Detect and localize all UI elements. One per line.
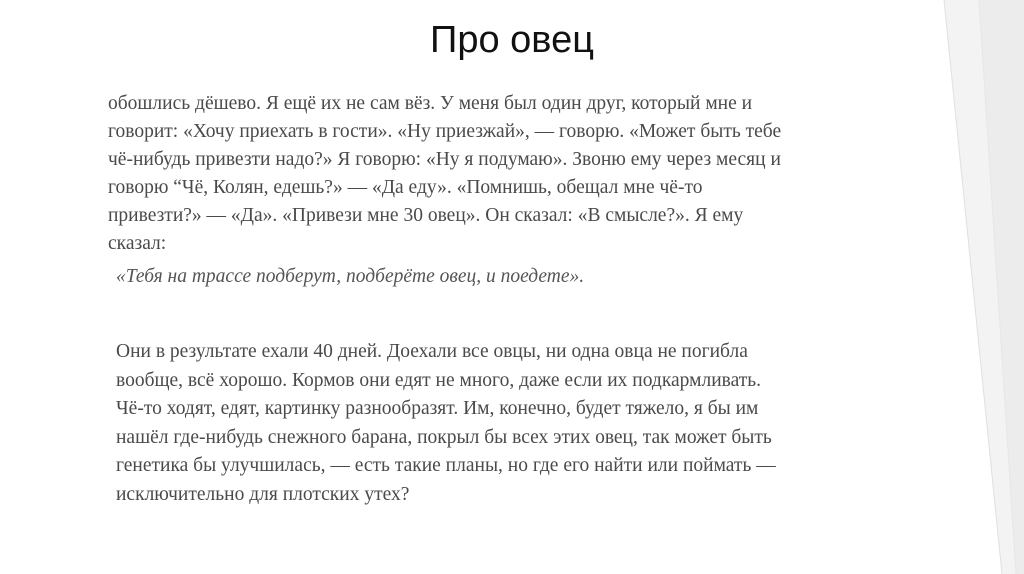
paragraph-1-line: обошлись дёшево. Я ещё их не сам вёз. У меня был один друг, который мне и xyxy=(108,93,753,114)
paragraph-2-line: генетика бы улучшилась, — есть такие планы, но где его найти или поймать — xyxy=(116,455,776,477)
paragraph-2-line: вообще, всё хорошо. Кормов они едят не много, даже если их подкармливать. xyxy=(116,369,762,391)
quote: «Тебя на трассе подберут, подберёте овец, и поедете». xyxy=(116,266,585,287)
slide-title: Про овец xyxy=(430,19,594,61)
paragraph-2 xyxy=(116,338,776,510)
paragraph-1 xyxy=(108,90,781,258)
paragraph-1-line: привезти?» — «Да». «Привези мне 30 овец». Он сказал: «В смысле?». Я ему xyxy=(108,205,744,226)
paragraph-1-line: говорю “Чё, Колян, едешь?» — «Да еду». «Помнишь, обещал мне чё-то xyxy=(108,177,703,198)
paragraph-2-line: исключительно для плотских утех? xyxy=(116,483,410,505)
paragraph-1-line: говорит: «Хочу приехать в гости». «Ну приезжай», — говорю. «Может быть тебе xyxy=(108,121,782,142)
article-excerpt-image xyxy=(108,88,878,528)
paragraph-2-line: Чё-то ходят, едят, картинку разнообразят. Им, конечно, будет тяжело, я бы им xyxy=(116,398,759,420)
corner-decoration xyxy=(884,0,1024,574)
paragraph-2-line: Они в результате ехали 40 дней. Доехали все овцы, ни одна овца не погибла xyxy=(116,341,748,362)
paragraph-2-line: нашёл где-нибудь снежного барана, покрыл бы всех этих овец, так может быть xyxy=(116,426,772,448)
paragraph-1-line: чё-нибудь привезти надо?» Я говорю: «Ну я подумаю». Звоню ему через месяц и xyxy=(108,149,781,170)
paragraph-1-line: сказал: xyxy=(108,233,167,254)
